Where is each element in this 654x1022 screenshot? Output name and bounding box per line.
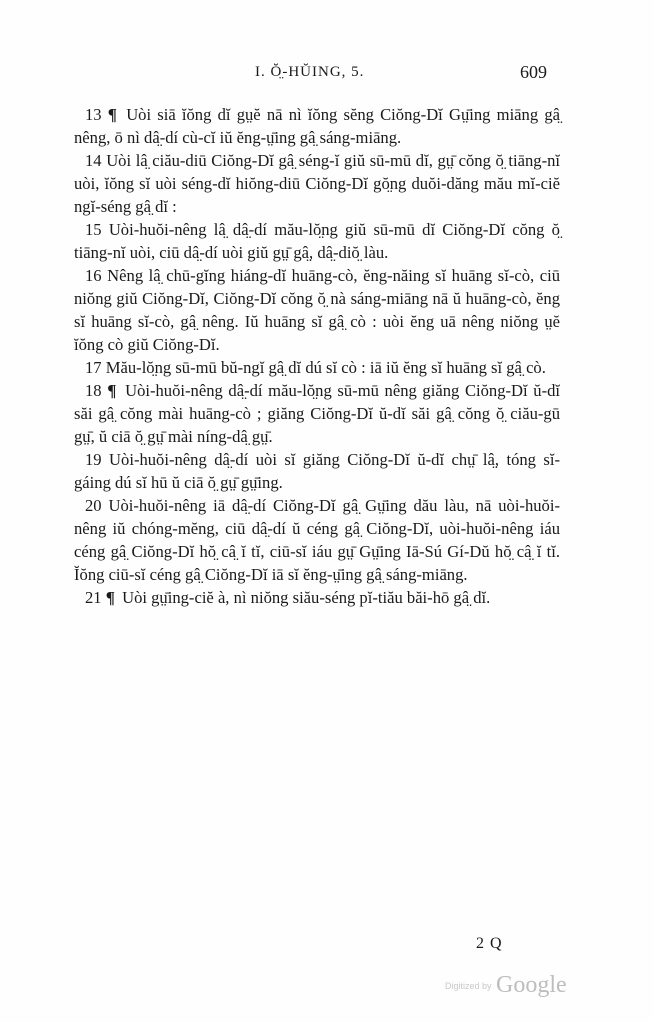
verse-text: Uòi-huŏi-nêng dâ̤-dí mău-lŏ̤ng sū-mū nêng giăng Ciŏng-Dĭ ŭ-dĭ săi gâ̤ cŏng mài huāng-cò ; giăng Ciŏng-Dĭ ŭ-dĭ săi gâ̤ cŏng ŏ̤ ciău-gū gṳ̄, ŭ ciā ŏ̤ gṳ̄ mài níng-dâ̤ gṳ̄. (74, 381, 560, 446)
page-number: 609 (520, 62, 547, 82)
verse-15 (74, 218, 560, 264)
verse-19 (74, 448, 560, 494)
verse-18 (74, 379, 560, 448)
verse-21 (74, 586, 560, 609)
verse-number: 15 (85, 220, 102, 239)
verse-20 (74, 494, 560, 586)
verse-16 (74, 264, 560, 356)
verse-14 (74, 149, 560, 218)
verse-number: 20 (85, 496, 102, 515)
verse-text: Uòi-huŏi-nêng lâ̤ dâ̤-dí mău-lŏ̤ng giŭ sū-mū dĭ Ciŏng-Dĭ cŏng ŏ̤ tiāng-nĭ uòi, ciū dâ̤-dí uòi giŭ gṳ̄ gâ̤, dâ̤-diŏ̤ làu. (74, 220, 560, 262)
verse-number: 19 (85, 450, 102, 469)
verse-number: 17 (85, 358, 102, 377)
verse-text: Uòi-huŏi-nêng dâ̤-dí uòi sĭ giăng Ciŏng-Dĭ ŭ-dĭ chṳ̄ lâ̤, tóng sĭ-gáing dú sĭ hū ŭ ciā ŏ̤ gṳ̄ gṳ̄ing. (74, 450, 560, 492)
google-logo: Google (495, 972, 567, 998)
verse-13 (74, 103, 560, 149)
verse-number: 21 (85, 588, 102, 607)
verse-text: Uòi siā ĭŏng dĭ gṳĕ nā nì ĭŏng sĕng Ciŏng-Dĭ Gṳ̄ing miāng gâ̤ nêng, ō nì dâ̤-dí cù-cĭ iŭ ĕng-ṳ̄ing gâ̤ sáng-miāng. (74, 105, 560, 147)
verse-text: Nêng lâ̤ chū-gĭng hiáng-dĭ huāng-cò, ĕng-năing sĭ huāng sĭ-cò, ciū niŏng giŭ Ciŏng-Dĭ, Ciŏng-Dĭ cŏng ŏ̤ nà sáng-miāng nā ŭ huāng-cò, ĕng sĭ huāng sĭ-cò, gâ̤ nêng. Iŭ huāng sĭ gâ̤ cò : uòi ĕng uā nêng niŏng ṳĕ ĭŏng cò giŭ Ciŏng-Dĭ. (74, 266, 561, 354)
digitized-watermark (445, 972, 567, 999)
verse-number: 16 (85, 266, 102, 285)
verse-number: 18 (85, 381, 102, 400)
verse-text: Mău-lŏ̤ng sū-mū bŭ-ngĭ gâ̤ dĭ dú sĭ cò : iā iŭ ĕng sĭ huāng sĭ gâ̤ cò. (105, 358, 546, 377)
pilcrow-icon: ¶ (105, 588, 115, 607)
verse-text: Uòi-huŏi-nêng iā dâ̤-dí Ciŏng-Dĭ gâ̤ Gṳ̄ing dău làu, nā uòi-huŏi-nêng iŭ chóng-mĕng, ciū dâ̤-dí ŭ céng gâ̤ Ciŏng-Dĭ, uòi-huŏi-nêng iáu céng gâ̤ Ciŏng-Dĭ hŏ̤ câ̤ ĭ tĭ, ciū-sĭ iáu gṳ̄ Gṳ̄ing Iā-Sú Gí-Dŭ hŏ̤ câ̤ ĭ tĭ. Ĭŏng ciū-sĭ céng gâ̤ Ciŏng-Dĭ iā sĭ ĕng-ṳ̄ing gâ̤ sáng-miāng. (74, 496, 560, 584)
page-header (0, 60, 654, 90)
verse-17 (74, 356, 560, 379)
signature-mark: 2 Q (476, 935, 503, 952)
pilcrow-icon: ¶ (107, 381, 117, 400)
running-head: I. Ŏ̤-HŬING, 5. (255, 64, 365, 80)
body-text (74, 103, 560, 609)
verse-number: 13 (85, 105, 102, 124)
verse-text: Uòi lâ̤ ciău-diū Ciŏng-Dĭ gâ̤ séng-ĭ giŭ sū-mū dĭ, gṳ̄ cŏng ŏ̤ tiāng-nĭ uòi, ĭŏng sĭ uòi séng-dĭ hiŏng-diū Ciŏng-Dĭ gŏ̤ng duŏi-dăng mău mĭ-ciĕ ngĭ-séng gâ̤ dĭ : (74, 151, 561, 216)
verse-number: 14 (85, 151, 102, 170)
watermark-prefix: Digitized by (445, 981, 492, 991)
pilcrow-icon: ¶ (107, 105, 117, 124)
verse-text: Uòi gṳ̄ing-ciĕ à, nì niŏng siău-séng pĭ-tiău băi-hō gâ̤ dĭ. (122, 588, 491, 607)
